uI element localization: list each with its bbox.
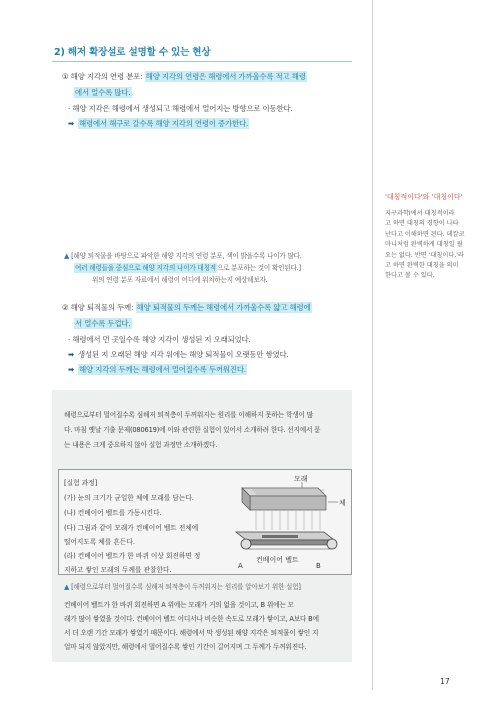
item1-highlight-1: 해양 지각의 연령은 해령에서 가까울수록 적고 해령 [145, 72, 306, 81]
fig-label-sieve: 체 [339, 499, 346, 507]
process-step: (라) 컨베이어 벨트가 한 바퀴 이상 회전하면 정 [64, 552, 201, 560]
note-line: 고 하면 완벽한 대칭을 의미 [385, 262, 459, 270]
process-step: (다) 그림과 같이 모래가 컨베이어 벨트 전체에 [64, 524, 199, 532]
box-intro-line1: 해령으로부터 멀어질수록 심해저 퇴적층이 두꺼워지는 원리를 이해하지 못하는 학생이 많 [64, 411, 313, 419]
item2-bullet: · 해령에서 먼 곳일수록 해양 지각이 생성된 지 오래되었다. [68, 335, 251, 344]
process-step: 떨어지도록 체를 흔든다. [64, 538, 135, 546]
item1-label: ① 해양 지각의 연령 분포: [62, 72, 143, 81]
triangle-icon: ▲ [64, 583, 70, 591]
note-line: 지구과학Ⅰ에서 대칭적이라 [385, 210, 455, 217]
note-line: 난다고 이해하면 된다. 데칼코 [385, 230, 465, 238]
right-arrow-icon: ➡ [68, 350, 75, 359]
experiment-caption: ▲ [해령으로부터 멀어질수록 심해저 퇴적층이 두꺼워지는 원리를 알아보기 위한 실험] [64, 583, 301, 591]
map-caption-line2: 여러 해령들을 중심으로 해양 지각의 나이가 대칭적으로 분포하는 것이 확인된다.] [75, 264, 301, 272]
box-body-line1: 컨베이어 벨트가 한 바퀴 회전하면 A 위에는 모래가 거의 없을 것이고, B 위에는 모 [64, 601, 294, 609]
map-caption-line1: ▲ [해양 퇴적물을 바탕으로 파악한 해양 지각의 연령 분포, 색이 밝을수록 나이가 많다. [64, 252, 302, 260]
map-caption-highlight: 여러 해령들을 중심으로 해양 지각의 나이가 대칭적 [75, 264, 216, 272]
item2-line2 [74, 318, 132, 329]
fig-label-b: B [316, 562, 321, 570]
item2-label: ② 해양 퇴적물의 두께: [62, 303, 134, 312]
note-body [385, 209, 485, 282]
fig-label-sand: 모래 [294, 475, 308, 483]
right-arrow-icon: ➡ [68, 365, 75, 374]
box-intro-line2: 다. 마침 옛날 기출 문제(080619)에 이와 관련한 실험이 있어서 소개하려 한다. 선지에서 묻 [64, 426, 321, 434]
item1-arrow-text: 해령에서 해구로 갈수록 해양 지각의 연령이 증가한다. [79, 119, 249, 128]
triangle-icon: ▲ [64, 252, 70, 260]
item2-arrow-line2 [68, 364, 247, 375]
note-line: 고 하면 대칭의 경향이 나타 [385, 220, 459, 228]
item2-highlight-1: 해양 퇴적물의 두께는 해령에서 가까울수록 얇고 해령에 [136, 303, 311, 312]
page-number: 17 [440, 677, 450, 686]
falling-sand [256, 511, 320, 530]
item1-highlight-2: 에서 멀수록 많다. [75, 88, 131, 97]
item1-line2 [74, 87, 132, 98]
conveyor-figure [232, 474, 348, 572]
process-step: 지하고 쌓인 모래의 두께를 관찰한다. [64, 566, 172, 574]
fig-label-a: A [238, 562, 243, 570]
note-title: '대칭적이다'와 '대칭이다' [385, 193, 463, 201]
sidebar-divider [372, 0, 373, 690]
conveyor-belt [236, 532, 337, 549]
note-line: 마니처럼 완벽하게 대칭일 필 [385, 241, 463, 249]
note-line: 요는 없다. 반면 '대칭이다.'라 [385, 251, 464, 259]
item2-arrow-line1: ➡ 생성된 지 오래된 해양 지각 위에는 해양 퇴적물이 오랫동안 쌓였다. [68, 350, 289, 359]
box-intro-line3: 는 내용은 크게 중요하지 않아 실험 과정만 소개하겠다. [64, 441, 218, 449]
item2-highlight-2: 서 멀수록 두껍다. [75, 319, 131, 328]
box-body-line2: 래가 많이 쌓였을 것이다. 컨베이어 벨트 어디서나 비슷한 속도로 모래가 쌓이고, A보다 B에 [64, 615, 319, 623]
process-step: (가) 눈의 크기가 균일한 체에 모래를 담는다. [64, 494, 194, 502]
sieve-illustration [242, 488, 326, 510]
item2-line1 [62, 302, 312, 313]
process-title: [실험 과정] [64, 479, 98, 487]
box-body-line4: 얼마 되지 않았지만, 해령에서 멀어질수록 쌓인 기간이 길어지며 그 두께가 두꺼워진다. [64, 643, 307, 651]
heading-underline [52, 61, 352, 62]
item1-line1 [62, 71, 307, 82]
item1-conclusion [68, 118, 249, 129]
section-heading: 2) 해저 확장설로 설명할 수 있는 현상 [54, 47, 211, 58]
item2-conclusion: 해양 지각의 두께는 해령에서 멀어질수록 두꺼워진다. [79, 365, 247, 374]
map-caption-line3: 위의 연령 분포 자료에서 해령이 어디에 위치하는지 예상해보자. [92, 276, 268, 284]
right-arrow-icon: ➡ [68, 119, 75, 128]
item1-bullet: · 해양 지각은 해령에서 생성되고 해령에서 멀어지는 방향으로 이동한다. [68, 104, 293, 113]
fig-label-belt: 컨베이어 벨트 [256, 556, 299, 564]
process-step: (나) 컨베이어 벨트를 가동시킨다. [64, 509, 162, 517]
note-line: 한다고 볼 수 있다. [385, 272, 435, 280]
box-body-line3: 서 더 오랜 기간 모래가 쌓였기 때문이다. 해령에서 막 생성된 해양 지각은 퇴적물이 쌓인 지 [64, 629, 319, 637]
